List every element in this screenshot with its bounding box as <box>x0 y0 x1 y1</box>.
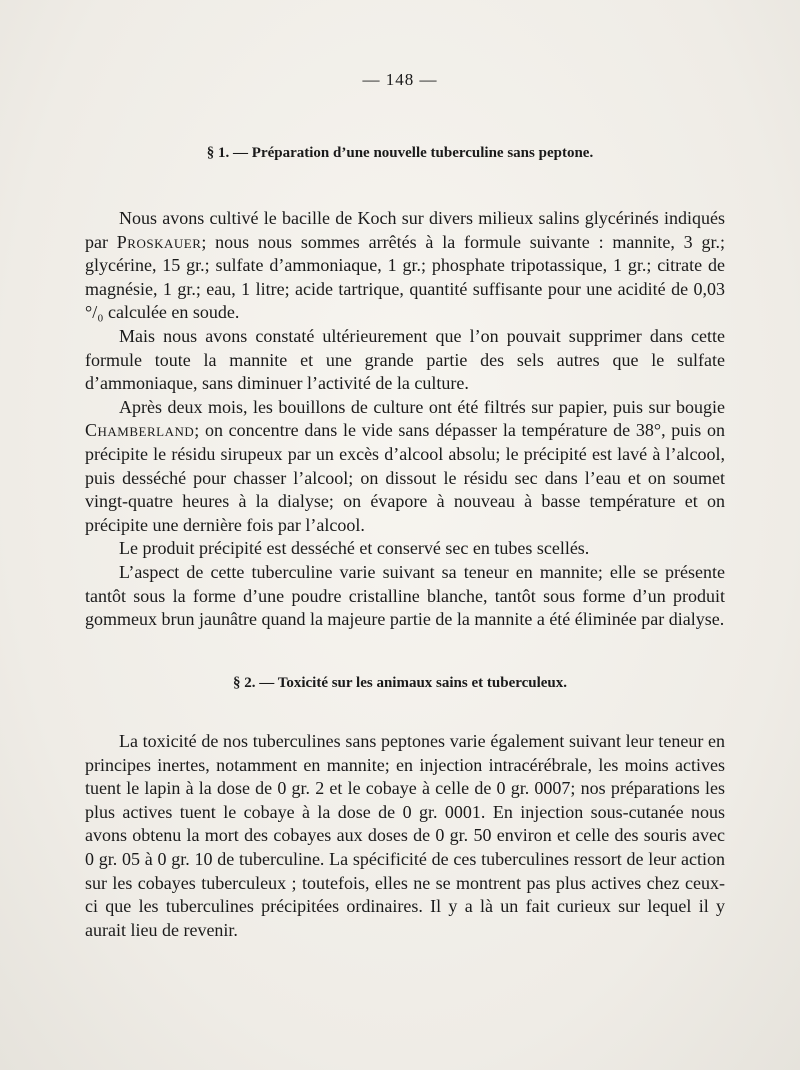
author-name: Proskauer <box>116 231 202 252</box>
paragraph <box>85 396 725 538</box>
page-number: — 148 — <box>362 70 438 89</box>
section-2-body <box>85 730 725 942</box>
paragraph-text: ; nous nous sommes arrêtés à la formule suivante : mannite, 3 gr.; glycérine, 15 gr.; sulfate d’ammoniaque, 1 gr.; phosphate tripotassique, 1 gr.; citrate de magnésie, 1 gr.; eau, 1 litre; acide tartrique, quantité suffisante pour une acidité de 0,03 °/₀ calculée en soude. <box>85 231 725 323</box>
paragraph: Mais nous avons constaté ultérieurement que l’on pouvait supprimer dans cette formule toute la mannite et une grande partie des sels autres que le sulfate d’ammoniaque, sans diminuer l’activité de la culture. <box>85 325 725 394</box>
paragraph-text: Nous avons cultivé le bacille de Koch sur divers milieux salins glycérinés indiqués par <box>85 208 725 252</box>
paragraph <box>85 207 725 325</box>
paragraph-text: Après deux mois, les bouillons de culture ont été filtrés sur papier, puis sur bougie <box>119 396 725 417</box>
paragraph: L’aspect de cette tuberculine varie suivant sa teneur en mannite; elle se présente tantôt sous la forme d’une poudre cristalline blanche, tantôt sous forme d’un produit gommeux brun jaunâtre quand la majeure partie de la mannite a été éliminée par dialyse. <box>85 561 725 630</box>
paragraph: Le produit précipité est desséché et conservé sec en tubes scellés. <box>119 538 590 559</box>
section-2-heading: § 2. — Toxicité sur les animaux sains et tuberculeux. <box>232 675 568 691</box>
paragraph-text: ; on concentre dans le vide sans dépasser la température de 38°, puis on précipite le résidu sirupeux par un excès d’alcool absolu; le précipité est lavé à l’alcool, puis desséché pour chasser l’alcool; on dissout le résidu sec dans l’eau et on soumet vingt-quatre heures à la dialyse; on évapore à nouveau à basse température et on précipite une dernière fois par l’alcool. <box>85 420 725 535</box>
section-1-body <box>85 207 725 632</box>
author-name: Chamberland <box>85 420 195 441</box>
section-1-heading: § 1. — Préparation d’une nouvelle tuberculine sans peptone. <box>206 145 594 161</box>
paragraph: La toxicité de nos tuberculines sans peptones varie également suivant leur teneur en principes inertes, notamment en mannite; en injection intracérébrale, les moins actives tuent le lapin à la dose de 0 gr. 2 et le cobaye à celle de 0 gr. 0007; nos préparations les plus actives tuent le cobaye à la dose de 0 gr. 0001. En injection sous-cutanée nous avons obtenu la mort des cobayes aux doses de 0 gr. 50 environ et celle des souris avec 0 gr. 05 à 0 gr. 10 de tuberculine. La spécificité de ces tuberculines ressort de leur action sur les cobayes tuberculeux ; toutefois, elles ne se montrent pas plus actives chez ceux-ci que les tuberculines précipitées ordinaires. Il y a là un fait curieux sur lequel il y aurait lieu de revenir. <box>85 731 725 940</box>
